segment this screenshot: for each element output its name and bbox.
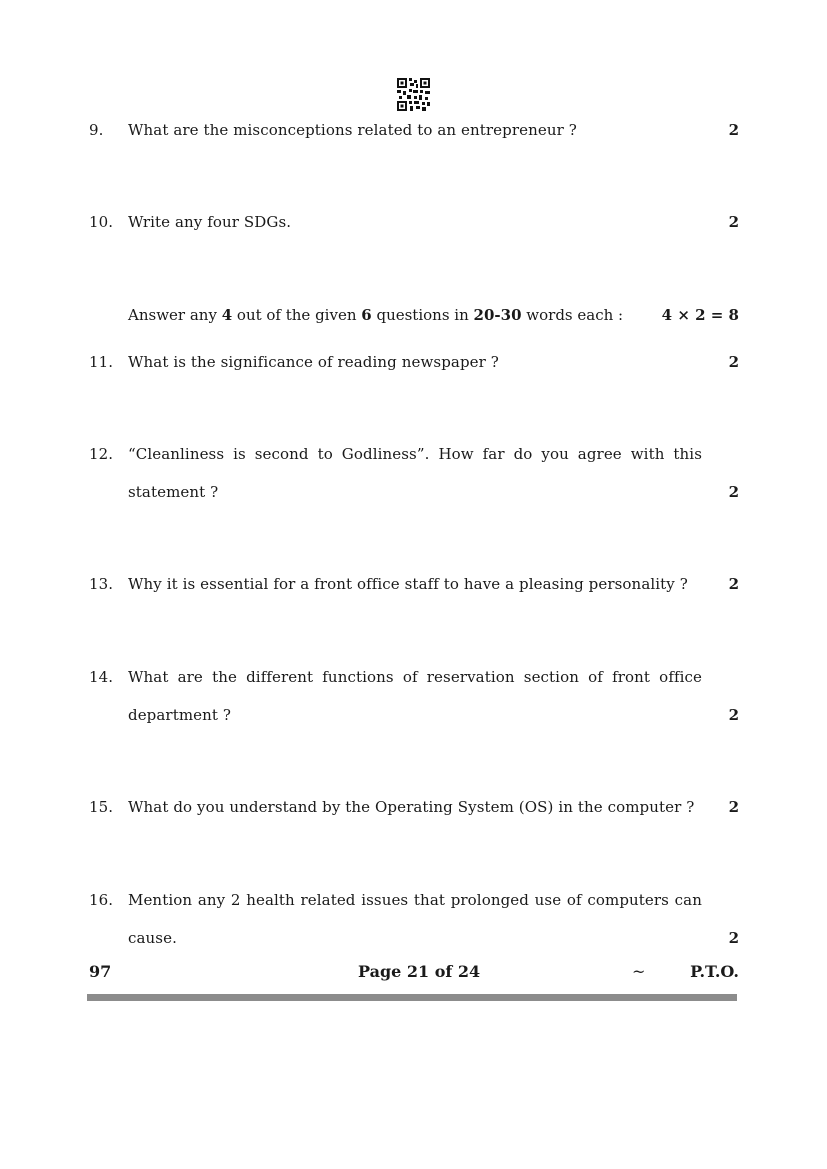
instruction-text: Answer any xyxy=(128,306,222,324)
question-text: Why it is essential for a front office staff to have a pleasing personality ? xyxy=(128,575,688,593)
question-text-continued: department ? xyxy=(128,706,232,724)
question-text: What do you understand by the Operating System (OS) in the computer ? xyxy=(128,798,695,816)
question-text: What are the different functions of reservation section of front office xyxy=(128,668,702,686)
question-number: 12. xyxy=(89,445,114,463)
question-marks: 2 xyxy=(728,706,739,724)
pto-label: P.T.O. xyxy=(690,962,739,981)
question-text: What is the significance of reading newspaper ? xyxy=(128,353,499,371)
question-text: “Cleanliness is second to Godliness”. How far do you agree with this xyxy=(128,445,702,463)
instruction-words: 20-30 xyxy=(473,306,522,324)
instruction-text: words each : xyxy=(521,306,624,324)
question-marks: 2 xyxy=(728,929,739,947)
paper-code: 97 xyxy=(89,962,112,981)
instruction-count: 4 xyxy=(221,306,233,324)
question-marks: 2 xyxy=(728,213,739,231)
question-number: 14. xyxy=(89,668,114,686)
question-marks: 2 xyxy=(728,353,739,371)
tilde-mark: ~ xyxy=(632,962,646,981)
question-text: Write any four SDGs. xyxy=(128,213,292,231)
question-text-continued: cause. xyxy=(128,929,177,947)
section-marks: 4 × 2 = 8 xyxy=(661,306,739,324)
question-marks: 2 xyxy=(728,798,739,816)
question-number: 11. xyxy=(89,353,114,371)
section-instruction xyxy=(128,306,623,324)
qr-code-icon xyxy=(397,78,430,111)
question-marks: 2 xyxy=(728,575,739,593)
question-text: What are the misconceptions related to an entrepreneur ? xyxy=(128,121,577,139)
question-text-continued: statement ? xyxy=(128,483,219,501)
question-marks: 2 xyxy=(728,121,739,139)
instruction-text: out of the given xyxy=(232,306,362,324)
question-number: 15. xyxy=(89,798,114,816)
question-number: 13. xyxy=(89,575,114,593)
instruction-total: 6 xyxy=(361,306,372,324)
question-text: Mention any 2 health related issues that prolonged use of computers can xyxy=(128,891,702,909)
question-number: 10. xyxy=(89,213,114,231)
page-number: Page 21 of 24 xyxy=(358,962,481,981)
footer-divider xyxy=(87,994,737,1001)
question-number: 9. xyxy=(89,121,104,139)
question-marks: 2 xyxy=(728,483,739,501)
question-number: 16. xyxy=(89,891,114,909)
instruction-text: questions in xyxy=(371,306,474,324)
